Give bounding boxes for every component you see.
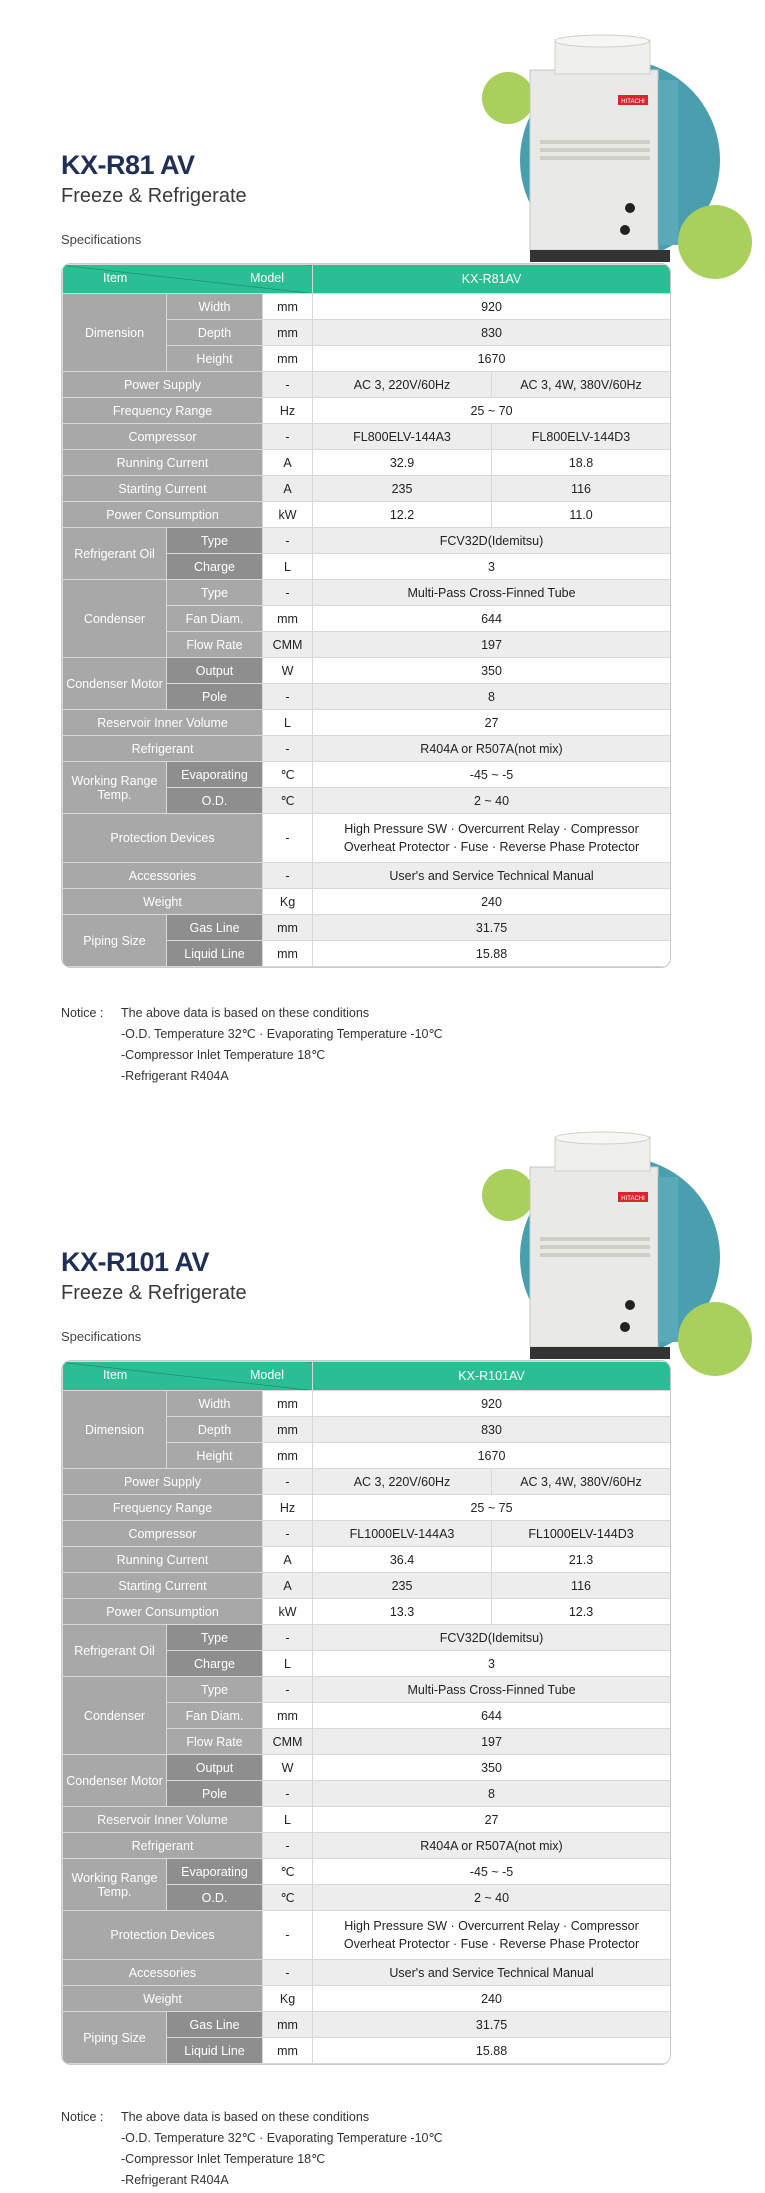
table-row: Liquid Line mm 15.88 xyxy=(63,2038,671,2064)
group-dimension: Dimension xyxy=(63,1391,167,1469)
product-image xyxy=(470,30,765,290)
group-condenser-motor: Condenser Motor xyxy=(63,658,167,710)
table-row: O.D. ℃ 2 ~ 40 xyxy=(63,788,671,814)
lime-circle-left xyxy=(482,72,534,124)
notice-condition: -O.D. Temperature 32℃ · Evaporating Temperature -10℃ xyxy=(121,2131,443,2145)
protection-devices-value: High Pressure SW · Overcurrent Relay · Compressor Overheat Protector · Fuse · Reverse Phase Protector xyxy=(313,1911,671,1960)
lime-circle-right xyxy=(678,1302,752,1376)
model-subtitle: Freeze & Refrigerate xyxy=(61,1282,247,1304)
notice-block xyxy=(61,1003,443,1087)
unit-side xyxy=(658,80,678,245)
group-condenser: Condenser xyxy=(63,580,167,658)
unit-side xyxy=(658,1177,678,1342)
table-row: Compressor - FL1000ELV-144A3 FL1000ELV-144D3 xyxy=(63,1521,671,1547)
notice-condition: -Compressor Inlet Temperature 18℃ xyxy=(121,1048,326,1062)
header-model: Model xyxy=(249,1368,285,1382)
header-item-model xyxy=(63,1362,313,1391)
table-row: Piping Size Gas Line mm 31.75 xyxy=(63,2012,671,2038)
brand-badge-text: HITACHI xyxy=(621,99,645,105)
table-row: O.D. ℃ 2 ~ 40 xyxy=(63,1885,671,1911)
specifications-label: Specifications xyxy=(61,232,142,247)
table-row: Frequency Range Hz 25 ~ 70 xyxy=(63,398,671,424)
table-row: Charge L 3 xyxy=(63,1651,671,1677)
model-title: KX-R101 AV xyxy=(61,1247,210,1277)
header-item: Item xyxy=(103,271,128,285)
table-header xyxy=(63,1362,671,1391)
notice-block xyxy=(61,2107,443,2191)
table-row: Weight Kg 240 xyxy=(63,889,671,915)
table-row: Weight Kg 240 xyxy=(63,1986,671,2012)
table-row: Running Current A 32.9 18.8 xyxy=(63,450,671,476)
group-working-range: Working Range Temp. xyxy=(63,762,167,814)
table-row: Charge L 3 xyxy=(63,554,671,580)
table-row: Power Supply - AC 3, 220V/60Hz AC 3, 4W, 380V/60Hz xyxy=(63,372,671,398)
table-row: Flow Rate CMM 197 xyxy=(63,632,671,658)
notice-condition: -O.D. Temperature 32℃ · Evaporating Temperature -10℃ xyxy=(121,1027,443,1041)
table-row: Working Range Temp. Evaporating ℃ -45 ~ -5 xyxy=(63,762,671,788)
table-row: Condenser Type - Multi-Pass Cross-Finned Tube xyxy=(63,580,671,606)
table-row: Starting Current A 235 116 xyxy=(63,1573,671,1599)
table-row: Depth mm 830 xyxy=(63,320,671,346)
table-row: Refrigerant - R404A or R507A(not mix) xyxy=(63,1833,671,1859)
table-row: Refrigerant - R404A or R507A(not mix) xyxy=(63,736,671,762)
table-row: Frequency Range Hz 25 ~ 75 xyxy=(63,1495,671,1521)
header-model-value: KX-R81AV xyxy=(313,265,671,294)
header-model-value: KX-R101AV xyxy=(313,1362,671,1391)
table-row: Refrigerant Oil Type - FCV32D(Idemitsu) xyxy=(63,1625,671,1651)
notice-condition: -Compressor Inlet Temperature 18℃ xyxy=(121,2152,326,2166)
group-refrigerant-oil: Refrigerant Oil xyxy=(63,528,167,580)
specifications-label: Specifications xyxy=(61,1329,142,1344)
table-row: Dimension Width mm 920 xyxy=(63,294,671,320)
table-row: Power Consumption kW 13.3 12.3 xyxy=(63,1599,671,1625)
table-row: Height mm 1670 xyxy=(63,1443,671,1469)
table-row: Reservoir Inner Volume L 27 xyxy=(63,710,671,736)
table-row: Compressor - FL800ELV-144A3 FL800ELV-144D3 xyxy=(63,424,671,450)
model-title: KX-R81 AV xyxy=(61,150,195,180)
table-row: Flow Rate CMM 197 xyxy=(63,1729,671,1755)
table-row: Working Range Temp. Evaporating ℃ -45 ~ -5 xyxy=(63,1859,671,1885)
table-row: Running Current A 36.4 21.3 xyxy=(63,1547,671,1573)
spec-table xyxy=(61,263,671,968)
lime-circle-left xyxy=(482,1169,534,1221)
group-piping-size: Piping Size xyxy=(63,915,167,967)
product-image xyxy=(470,1127,765,1387)
unit-base xyxy=(530,1347,670,1359)
notice-text: The above data is based on these conditions xyxy=(121,1006,370,1020)
table-row: Condenser Motor Output W 350 xyxy=(63,658,671,684)
notice-text: The above data is based on these conditions xyxy=(121,2110,370,2124)
table-row: Accessories - User's and Service Technical Manual xyxy=(63,863,671,889)
brand-badge-text: HITACHI xyxy=(621,1196,645,1202)
table-row: Pole - 8 xyxy=(63,1781,671,1807)
table-row: Power Supply - AC 3, 220V/60Hz AC 3, 4W, 380V/60Hz xyxy=(63,1469,671,1495)
table-row: Dimension Width mm 920 xyxy=(63,1391,671,1417)
table-row: Refrigerant Oil Type - FCV32D(Idemitsu) xyxy=(63,528,671,554)
table-row: Starting Current A 235 116 xyxy=(63,476,671,502)
header-item-model xyxy=(63,265,313,294)
table-row: Reservoir Inner Volume L 27 xyxy=(63,1807,671,1833)
group-dimension: Dimension xyxy=(63,294,167,372)
notice-lead: Notice : xyxy=(61,2110,104,2124)
table-row: Accessories - User's and Service Technical Manual xyxy=(63,1960,671,1986)
header-item: Item xyxy=(103,1368,128,1382)
lime-circle-right xyxy=(678,205,752,279)
notice-lead: Notice : xyxy=(61,1006,104,1020)
table-header xyxy=(63,265,671,294)
notice-condition: -Refrigerant R404A xyxy=(121,1069,229,1083)
group-piping-size: Piping Size xyxy=(63,2012,167,2064)
table-row: Fan Diam. mm 644 xyxy=(63,606,671,632)
group-condenser: Condenser xyxy=(63,1677,167,1755)
table-row: Protection Devices - High Pressure SW · Overcurrent Relay · Compressor Overheat Protector · Fuse · Reverse Phase Protector xyxy=(63,814,671,863)
group-refrigerant-oil: Refrigerant Oil xyxy=(63,1625,167,1677)
group-working-range: Working Range Temp. xyxy=(63,1859,167,1911)
spec-table xyxy=(61,1360,671,2065)
table-row: Condenser Type - Multi-Pass Cross-Finned Tube xyxy=(63,1677,671,1703)
table-row: Power Consumption kW 12.2 11.0 xyxy=(63,502,671,528)
unit-base xyxy=(530,250,670,262)
table-row: Condenser Motor Output W 350 xyxy=(63,1755,671,1781)
table-row: Pole - 8 xyxy=(63,684,671,710)
model-subtitle: Freeze & Refrigerate xyxy=(61,185,247,207)
notice-condition: -Refrigerant R404A xyxy=(121,2173,229,2187)
protection-devices-value: High Pressure SW · Overcurrent Relay · Compressor Overheat Protector · Fuse · Reverse Phase Protector xyxy=(313,814,671,863)
table-row: Piping Size Gas Line mm 31.75 xyxy=(63,915,671,941)
table-row: Protection Devices - High Pressure SW · Overcurrent Relay · Compressor Overheat Protector · Fuse · Reverse Phase Protector xyxy=(63,1911,671,1960)
table-row: Fan Diam. mm 644 xyxy=(63,1703,671,1729)
group-condenser-motor: Condenser Motor xyxy=(63,1755,167,1807)
table-row: Height mm 1670 xyxy=(63,346,671,372)
header-model: Model xyxy=(249,271,285,285)
table-row: Liquid Line mm 15.88 xyxy=(63,941,671,967)
table-row: Depth mm 830 xyxy=(63,1417,671,1443)
